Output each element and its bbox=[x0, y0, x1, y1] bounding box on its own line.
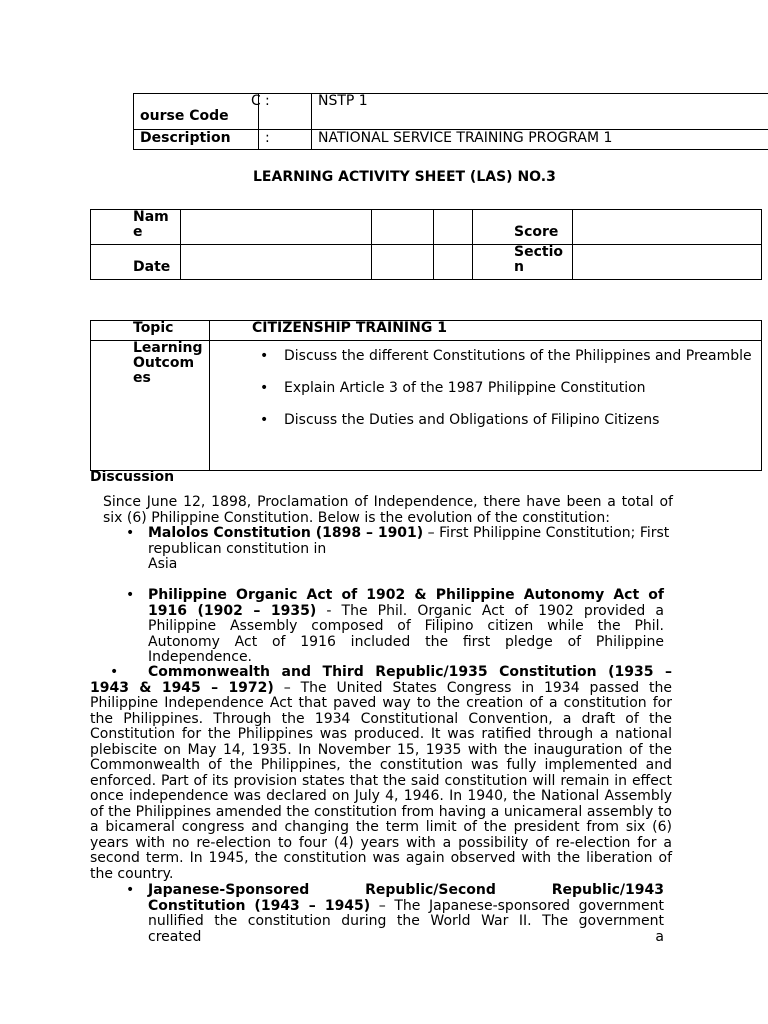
blank-cell bbox=[434, 210, 473, 245]
outcomes-label-cell bbox=[91, 341, 210, 471]
outcomes-label: es bbox=[133, 370, 151, 386]
discussion-intro: Since June 12, 1898, Proclamation of Independence, there have been a total of six (6) Philippine Constitution. Below is the evolution of the constitution: bbox=[103, 494, 673, 526]
topic-table bbox=[90, 320, 762, 471]
section-label: Sectio bbox=[514, 244, 563, 260]
blank-cell bbox=[434, 245, 473, 280]
course-code-value: NSTP 1 bbox=[318, 93, 368, 109]
discussion-heading: Discussion bbox=[90, 469, 175, 485]
constitution-text: republican constitution in bbox=[148, 540, 327, 557]
bullet: • bbox=[110, 664, 119, 680]
bullet: • bbox=[126, 525, 135, 541]
course-code-label: ourse Code bbox=[140, 108, 229, 124]
bullet: • bbox=[260, 348, 269, 364]
student-info-table bbox=[90, 209, 762, 280]
topic-value-cell bbox=[210, 321, 762, 341]
constitution-item bbox=[148, 526, 673, 573]
constitution-text: Asia bbox=[148, 556, 178, 572]
outcomes-label: Learning bbox=[133, 340, 203, 356]
outcome-text: Discuss the Duties and Obligations of Filipino Citizens bbox=[284, 412, 660, 428]
description-label-cell bbox=[134, 130, 259, 150]
description-label: Description bbox=[140, 130, 231, 146]
date-label-cell bbox=[91, 245, 181, 280]
course-header-table bbox=[133, 93, 768, 150]
colon-cell bbox=[259, 130, 312, 150]
blank-cell bbox=[372, 245, 434, 280]
section-field[interactable] bbox=[573, 245, 762, 280]
constitution-text: - The Phil. Organic Act of 1902 provided a Philippine Assembly composed of Filipino citizen while the Phil. Autonomy Act of 1916 included the first pledge of Philippine Independence. bbox=[148, 602, 664, 665]
constitution-text: – First Philippine Constitution; First bbox=[423, 525, 670, 541]
constitution-text: – The United States Congress in 1934 passed the Philippine Independence Act that paved way to the creation of a constitution for the Philippines. Through the 1934 Constitutional Convention, a draft of the Constitution for the Philippines was produced. It was ratified through a national plebiscite on May 14, 1935. In November 15, 1935 with the inauguration of the Commonwealth of the Philippines, the constitution was fully implemented and enforced. Part of its provision states that the said constitution will remain in effect once independence was declared on July 4, 1946. In 1940, the National Assembly of the Philippines amended the constitution from having a unicameral assembly to a bicameral congress and changing the term limit of the president from six (6) years with no re-election to four (4) years with a possibility of re-election for a second term. In 1945, the constitution was again observed with the liberation of the country. bbox=[90, 679, 672, 882]
constitution-item bbox=[148, 883, 664, 945]
outcomes-list-cell bbox=[210, 341, 762, 471]
section-label: n bbox=[514, 259, 524, 275]
score-label-cell bbox=[473, 210, 573, 245]
bullet: • bbox=[260, 412, 269, 428]
name-label-cell bbox=[91, 210, 181, 245]
topic-label-cell bbox=[91, 321, 210, 341]
description-value: NATIONAL SERVICE TRAINING PROGRAM 1 bbox=[318, 130, 613, 146]
constitution-title: Philippine Organic Act of 1902 & Philippine Autonomy Act of 1916 (1902 – 1935) bbox=[148, 587, 664, 619]
name-label: Nam bbox=[133, 209, 169, 225]
outcomes-label: Outcom bbox=[133, 355, 195, 371]
colon: : bbox=[265, 93, 270, 109]
name-field[interactable] bbox=[181, 210, 372, 245]
section-label-cell bbox=[473, 245, 573, 280]
topic-value: CITIZENSHIP TRAINING 1 bbox=[252, 320, 447, 336]
constitution-item bbox=[148, 588, 664, 666]
blank-cell bbox=[372, 210, 434, 245]
constitution-title: Malolos Constitution (1898 – 1901) bbox=[148, 525, 424, 541]
outcome-text: Discuss the different Constitutions of the Philippines and Preamble bbox=[284, 348, 752, 364]
name-label: e bbox=[133, 224, 143, 240]
course-code-label-cell bbox=[134, 94, 259, 130]
bullet: • bbox=[126, 882, 135, 898]
outcome-text: Explain Article 3 of the 1987 Philippine Constitution bbox=[284, 380, 646, 396]
constitution-item bbox=[90, 665, 672, 882]
bullet: • bbox=[260, 380, 269, 396]
course-code-label-c: C bbox=[251, 93, 261, 109]
date-label: Date bbox=[133, 259, 171, 275]
constitution-title: Commonwealth and Third Republic/1935 Constitution (1935 – 1943 & 1945 – 1972) bbox=[90, 664, 672, 696]
course-code-value-cell bbox=[312, 94, 768, 130]
bullet: • bbox=[126, 587, 135, 603]
date-field[interactable] bbox=[181, 245, 372, 280]
score-field[interactable] bbox=[573, 210, 762, 245]
score-label: Score bbox=[514, 224, 559, 240]
page-title: LEARNING ACTIVITY SHEET (LAS) NO.3 bbox=[253, 169, 556, 185]
colon-cell bbox=[259, 94, 312, 130]
colon: : bbox=[265, 130, 270, 146]
constitution-text: – The Japanese-sponsored government nullified the constitution during the World War II. The government created a bbox=[148, 897, 664, 945]
description-value-cell bbox=[312, 130, 768, 150]
topic-label: Topic bbox=[133, 320, 174, 336]
constitution-title: Japanese-Sponsored Republic/Second Republic/1943 Constitution (1943 – 1945) bbox=[148, 882, 664, 914]
